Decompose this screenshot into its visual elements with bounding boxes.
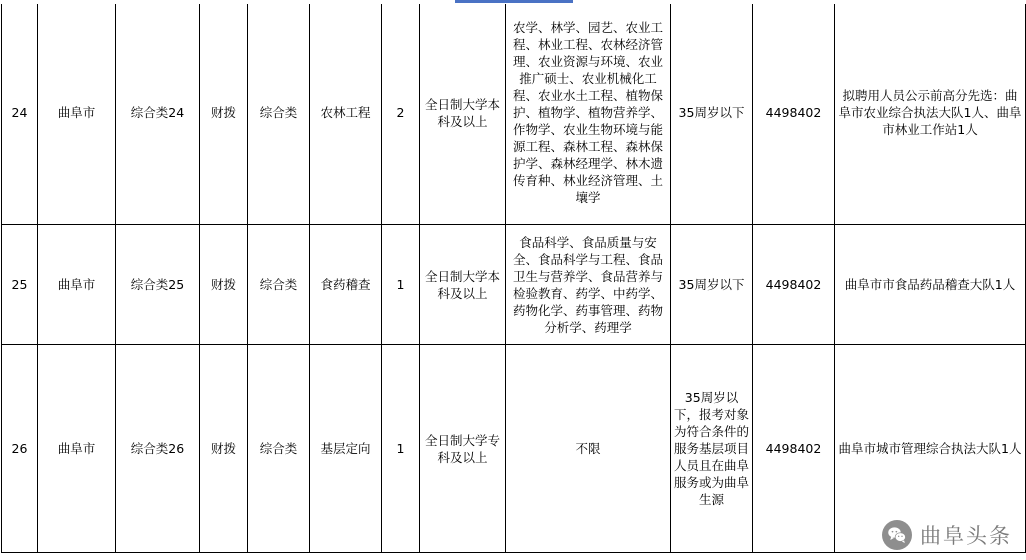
- cell-count: 2: [382, 1, 420, 225]
- cell-remark: 曲阜市市食品药品稽查大队1人: [835, 225, 1026, 345]
- cell-position: 食药稽查: [310, 225, 382, 345]
- cell-count: 1: [382, 225, 420, 345]
- cell-remark: 曲阜市城市管理综合执法大队1人: [835, 345, 1026, 553]
- cell-city: 曲阜市: [38, 225, 116, 345]
- cell-category: 综合类: [248, 1, 310, 225]
- cell-category-code: 综合类25: [116, 225, 200, 345]
- watermark-label: 曲阜头条: [920, 524, 1012, 548]
- cell-age: 35周岁以下: [671, 225, 753, 345]
- top-blue-line: [455, 0, 573, 3]
- top-strip: [0, 0, 1026, 4]
- cell-major: 食品科学、食品质量与安全、食品科学与工程、食品卫生与营养学、食品营养与检验教育、药学、中药学、药物化学、药事管理、药物分析学、药理学: [506, 225, 671, 345]
- cell-category: 综合类: [248, 345, 310, 553]
- cell-education: 全日制大学本科及以上: [420, 225, 506, 345]
- cell-category-code: 综合类26: [116, 345, 200, 553]
- cell-city: 曲阜市: [38, 345, 116, 553]
- cell-position: 基层定向: [310, 345, 382, 553]
- cell-phone: 4498402: [753, 1, 835, 225]
- cell-count: 1: [382, 345, 420, 553]
- table-row: [2, 1, 1026, 225]
- cell-position: 农林工程: [310, 1, 382, 225]
- wechat-icon: [882, 520, 912, 550]
- cell-education: 全日制大学本科及以上: [420, 1, 506, 225]
- table-row: [2, 345, 1026, 553]
- cell-major: 农学、林学、园艺、农业工程、林业工程、农林经济管理、农业资源与环境、农业推广硕士、农业机械化工程、农业水土工程、植物保护、植物学、植物营养学、作物学、农业生物环境与能源工程、森林工程、森林保护学、森林经理学、林木遗传育种、林业经济管理、土壤学: [506, 1, 671, 225]
- cell-remark: 拟聘用人员公示前高分先选：曲阜市农业综合执法大队1人、曲阜市林业工作站1人: [835, 1, 1026, 225]
- cell-age: 35周岁以下: [671, 1, 753, 225]
- watermark: [882, 520, 1012, 550]
- cell-no: 24: [2, 1, 38, 225]
- cell-phone: 4498402: [753, 345, 835, 553]
- cell-funding: 财拨: [200, 345, 248, 553]
- cell-no: 25: [2, 225, 38, 345]
- cell-funding: 财拨: [200, 225, 248, 345]
- cell-funding: 财拨: [200, 1, 248, 225]
- cell-education: 全日制大学专科及以上: [420, 345, 506, 553]
- cell-no: 26: [2, 345, 38, 553]
- cell-city: 曲阜市: [38, 1, 116, 225]
- cell-age: 35周岁以下，报考对象为符合条件的服务基层项目人员且在曲阜服务或为曲阜生源: [671, 345, 753, 553]
- cell-category-code: 综合类24: [116, 1, 200, 225]
- table-row: [2, 225, 1026, 345]
- recruitment-table: [1, 0, 1026, 553]
- cell-category: 综合类: [248, 225, 310, 345]
- cell-phone: 4498402: [753, 225, 835, 345]
- cell-major: 不限: [506, 345, 671, 553]
